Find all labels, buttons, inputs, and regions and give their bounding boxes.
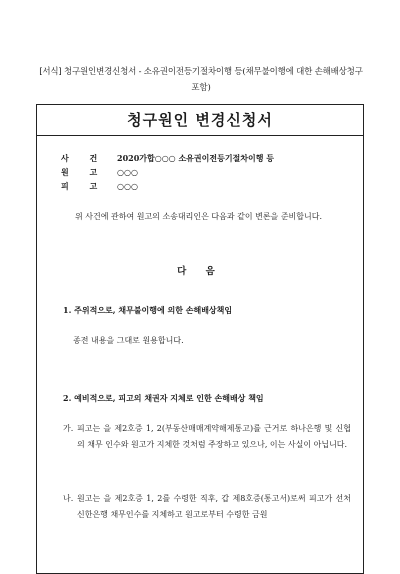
defendant-row	[61, 179, 351, 193]
plaintiff-value: ○○○	[117, 167, 138, 177]
section-2-title: 2. 예비적으로, 피고의 채권자 지체로 인한 손해배상 책임	[63, 393, 264, 403]
plaintiff-row	[61, 165, 351, 179]
item-ga-marker: 가.	[63, 424, 74, 433]
item-ga-text: 피고는 을 제2호증 1, 2(부동산매매계약해제통고)를 근거로 하나은행 및 신협의 채무 인수와 원고가 지체한 것처럼 주장하고 있으나, 이는 사실이 아닙니다.	[77, 424, 351, 449]
document-sheet	[36, 104, 364, 574]
document-title: 청구원인 변경신청서	[37, 105, 363, 136]
intro-paragraph: 위 사건에 관하여 원고의 소송대리인은 다음과 같이 변론을 준비합니다.	[75, 212, 322, 221]
section-heading: 다 음	[177, 266, 223, 277]
item-na-text: 원고는 을 제2호증 1, 2를 수령한 직후, 갑 제8호증(통고서)로써 피고가 선처 신한은행 채무인수를 지체하고 원고로부터 수령한 금원	[77, 494, 351, 519]
case-value: 2020가합○○○ 소유권이전등기절차이행 등	[117, 153, 274, 163]
item-na	[63, 491, 351, 523]
item-ga	[63, 421, 351, 453]
case-label: 사 건	[61, 153, 107, 163]
defendant-value: ○○○	[117, 181, 138, 191]
case-row	[61, 151, 351, 165]
item-na-marker: 나.	[63, 494, 74, 503]
case-info	[61, 151, 351, 193]
defendant-label: 피 고	[61, 181, 107, 191]
form-caption: [서식] 청구원인변경신청서 - 소유권이전등기절차이행 등(채무불이행에 대한 손해배상청구 포함)	[39, 67, 363, 93]
plaintiff-label: 원 고	[61, 167, 107, 177]
section-1-body: 종전 내용을 그대로 원용합니다.	[73, 336, 184, 345]
section-1-title: 1. 주위적으로, 채무불이행에 의한 손해배상책임	[63, 305, 233, 315]
